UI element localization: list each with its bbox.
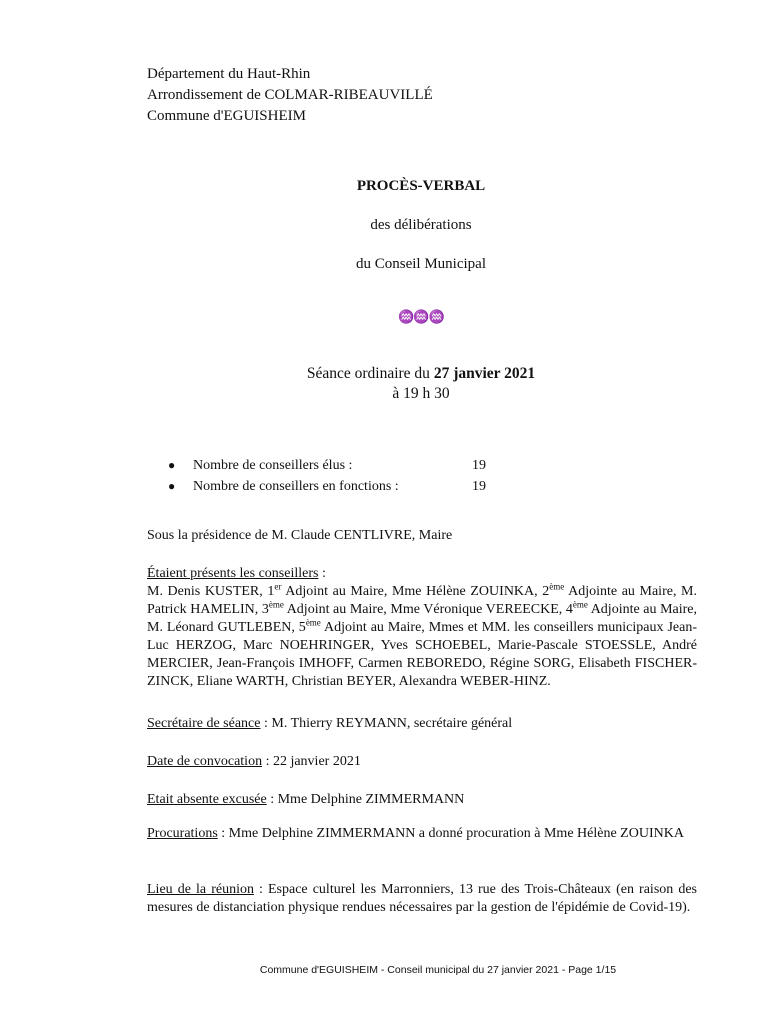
presents-text-part: Adjoint au Maire, Mmes et MM. les conseillers municipaux Jean-Luc HERZOG, Marc NOEHRINGER, Yves SCHOEBEL, Marie-Pascale STOESSLE, André MERCIER, Jean-François IMHOFF, Carmen REBOREDO, Régine SORG, Elisabeth FISCHER-ZINCK, Eliane WARTH, Christian BEYER, Alexandra WEBER-HINZ.	[147, 620, 697, 689]
count-label: Nombre de conseillers en fonctions :	[193, 479, 399, 494]
page-footer: Commune d'EGUISHEIM - Conseil municipal du 27 janvier 2021 - Page 1/15	[259, 964, 617, 976]
seance-time: à 19 h 30	[392, 385, 450, 402]
seance-prefix: Séance ordinaire du	[306, 365, 434, 382]
council-counts-list	[168, 455, 502, 497]
list-item	[168, 455, 502, 476]
secretaire-text: : M. Thierry REYMANN, secrétaire général	[260, 716, 513, 731]
secretaire-line	[147, 715, 697, 733]
presents-text-part: Adjoint au Maire, Mme Véronique VEREECKE, 4	[283, 602, 573, 617]
presents-section	[147, 565, 697, 691]
document-header	[147, 64, 433, 127]
procurations-label: Procurations	[147, 826, 218, 841]
procurations-text: : Mme Delphine ZIMMERMANN a donné procuration à Mme Hélène ZOUINKA	[217, 826, 684, 841]
presidence-line: Sous la présidence de M. Claude CENTLIVRE, Maire	[147, 528, 453, 543]
department-line: Département du Haut-Rhin	[147, 66, 311, 82]
ordinal-suffix: ème	[572, 599, 588, 610]
document-subtitle-council: du Conseil Municipal	[356, 256, 486, 272]
convocation-label: Date de convocation	[147, 754, 263, 769]
presents-text-part: Adjointe au Maire, M. Léonard GUTLEBEN, 5	[147, 602, 697, 635]
convocation-line	[147, 753, 697, 771]
absente-label: Etait absente excusée	[147, 792, 267, 807]
seance-info	[0, 364, 770, 404]
seance-date: 27 janvier 2021	[433, 365, 536, 382]
presents-label: Étaient présents les conseillers	[147, 566, 319, 581]
ornament-divider: ♒♒♒	[398, 309, 444, 324]
presents-text-part: Adjoint au Maire, Mme Hélène ZOUINKA, 2	[281, 584, 550, 599]
commune-line: Commune d'EGUISHEIM	[147, 108, 306, 124]
count-label: Nombre de conseillers élus :	[193, 458, 353, 473]
ordinal-suffix: ème	[305, 617, 321, 628]
ordinal-suffix: ème	[268, 599, 284, 610]
absente-text: : Mme Delphine ZIMMERMANN	[266, 792, 465, 807]
presents-text-part: Adjointe au Maire, M. Patrick HAMELIN, 3	[147, 584, 698, 617]
count-value: 19	[472, 458, 486, 473]
presents-colon: :	[318, 566, 326, 581]
presents-heading	[147, 565, 697, 583]
list-item	[168, 476, 502, 497]
document-subtitle-deliberations: des délibérations	[370, 217, 472, 233]
arrondissement-line: Arrondissement de COLMAR-RIBEAUVILLÉ	[147, 87, 433, 103]
ordinal-suffix: er	[274, 581, 282, 592]
lieu-label: Lieu de la réunion	[147, 882, 254, 897]
bullet-icon: ●	[168, 479, 176, 493]
document-title: PROCÈS-VERBAL	[356, 178, 486, 194]
presents-text	[147, 583, 697, 691]
seance-date-line	[0, 364, 770, 384]
lieu-text: : Espace culturel les Marronniers, 13 rue des Trois-Châteaux (en raison des mesures de distanciation physique rendues nécessaires par la gestion de l'épidémie de Covid-19).	[147, 882, 698, 915]
secretaire-label: Secrétaire de séance	[147, 716, 261, 731]
presents-text-part: M. Denis KUSTER, 1	[147, 584, 275, 599]
bullet-icon: ●	[168, 458, 176, 472]
ordinal-suffix: ème	[549, 581, 565, 592]
procurations-line	[147, 825, 697, 843]
count-value: 19	[472, 479, 486, 494]
convocation-text: : 22 janvier 2021	[262, 754, 361, 769]
lieu-line	[147, 881, 697, 917]
absente-line	[147, 791, 697, 809]
